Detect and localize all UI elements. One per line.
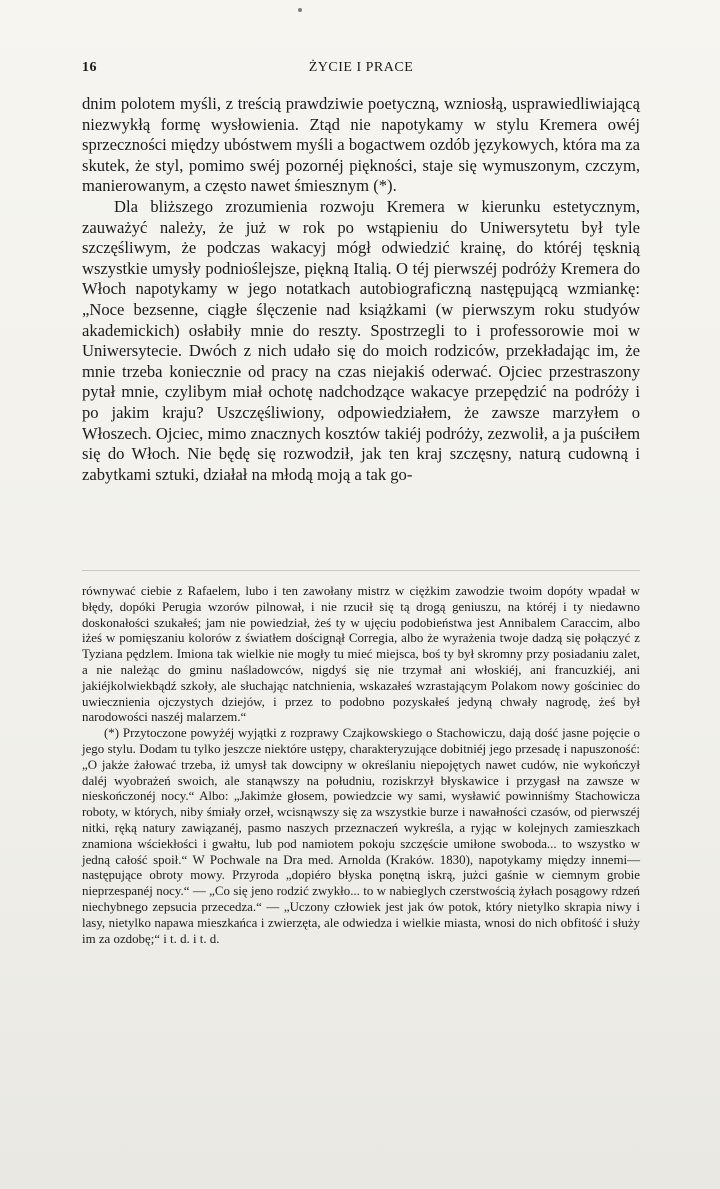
page-number: 16 [82, 60, 97, 75]
ink-speck [298, 8, 302, 12]
footnote-continuation: równywać ciebie z Rafaelem, lubo i ten zawołany mistrz w ciężkim zawodzie twoim dopóty wpadał w błędy, dopóki Perugia wzorów pilnował, i nie rzucił się tą drogą geniuszu, na któréj i ty niedawno doskonałości szukałeś; jam nie powiedział, żeś ty w ujęciu podobieństwa jest Annibalem Caraccim, albo iżeś w pomięszaniu kolorów z światłem doścignął Corregia, albo że wyrażenia twoje dadzą się połączyć z Tyziana pędzlem. Imiona tak wielkie nie mogły tu mieć miejsca, boś ty był skromny przy posiadaniu zalet, a nie należąc do gminu naśladowców, nigdyś się nie trzymał ani włoskiéj, ani francuzkiéj, ani jakiéjkolwiekbądź szkoły, ale słuchając natchnienia, wskazałeś wzrastającym Polakom nowy gościniec do uwiecznienia ojczystych dziejów, i przez to podobno pozyskałeś jedyną chwały nagrodę, żeś był narodowości naszéj malarzem.“ [82, 584, 640, 725]
page-header [82, 60, 640, 82]
paragraph: Dla bliższego zrozumienia rozwoju Kremera w kierunku estetycznym, zauważyć należy, że już w rok po wstąpieniu do Uniwersytetu był tyle szczęśliwym, że podczas wakacyj mógł odwiedzić krainę, do któréj tęsknią wszystkie umysły podnioślejsze, piękną Italią. O téj pierwszéj podróży Kremera do Włoch napotykamy w jego notatkach autobiograficzną następującą wzmiankę: „Noce bezsenne, ciągłe ślęczenie nad książkami (w pierwszym roku studyów akademickich) osłabiły mnie do reszty. Spostrzegli to i professorowie moi w Uniwersytecie. Dwóch z nich udało się do moich rodziców, przekładając im, że mnie trzeba koniecznie od pracy na czas niejakiś oderwać. Ojciec przestraszony pytał mnie, czylibym miał ochotę nadchodzące wakacye przepędzić na podróży i po jakim kraju? Uszczęśliwiony, odpowiedziałem, że zawsze marzyłem o Włoszech. Ojciec, mimo znacznych kosztów takiéj podróży, zezwolił, a ja puściłem się do Włoch. Nie będę się rozwodził, jak ten kraj szczęsny, naturą cudowną i zabytkami sztuki, działał na młodą moją a tak go- [82, 196, 640, 484]
footnote-divider [82, 570, 640, 571]
running-title: ŻYCIE I PRACE [308, 60, 414, 75]
paragraph-continuation: dnim polotem myśli, z treścią prawdziwie poetyczną, wzniosłą, usprawiedliwiającą niezwykłą formę wysłowienia. Ztąd nie napotykamy w stylu Kremera owéj sprzeczności między ubóstwem myśli a bogactwem ozdób językowych, która ma za skutek, że styl, pomimo swéj pozornéj piękności, staje się wymuszonym, czczym, manierowanym, a często nawet śmiesznym (*). [82, 94, 641, 196]
footnote: (*) Przytoczone powyżéj wyjątki z rozprawy Czajkowskiego o Stachowiczu, dają dość jasne pojęcie o jego stylu. Dodam tu tylko jeszcze niektóre ustępy, charakteryzujące dobitniéj jego przesadę i napuszoność: „O jakże żałować trzeba, iż umysł tak dowcipny w określaniu niepojętych nawet cudów, nie wykończył daléj wyobrażeń swoich, ale stanąwszy na południu, roziskrzył błyskawice i przygasł na zawsze w nieskończonéj nocy.“ Albo: „Jakimże głosem, powiedzcie wy sami, wysławić powinniśmy Stachowicza roboty, w których, niby śmiały orzeł, wcisnąwszy się za wszystkie burze i nawałności czasów, od pierwszéj nitki, ręką natury zawiązanéj, pasmo naszych przeznaczeń wykreśla, a ryjąc w kolejnych zamieszkach znamiona wściekłości i gwałtu, lub pod namiotem pokoju szczęście umiłone swoboda... to wszystko w jedną całość spoił.“ W Pochwale na Dra med. Arnolda (Kraków. 1830), napotykamy między innemi—następujące obroty mowy. Przyroda „dopiéro błyska ponętną iskrą, jużci gaśnie w ciemnym grobie nieprzespanéj nocy.“ — „Co się jeno rodzić zwykło... to w nabieglych czerstwością żyłach posągowy rdzeń niechybnego zepsucia przecedza.“ — „Uczony człowiek jest jak ów potok, który nietylko skrapia niwy i lasy, nietylko napawa mieszkańca i zwierzęta, ale odwiedza i wielkie miasta, wnosi do nich obfitość i służy im za ozdobę;“ i t. d. i t. d. [82, 726, 640, 946]
main-text [82, 94, 640, 485]
footnotes [82, 584, 640, 947]
